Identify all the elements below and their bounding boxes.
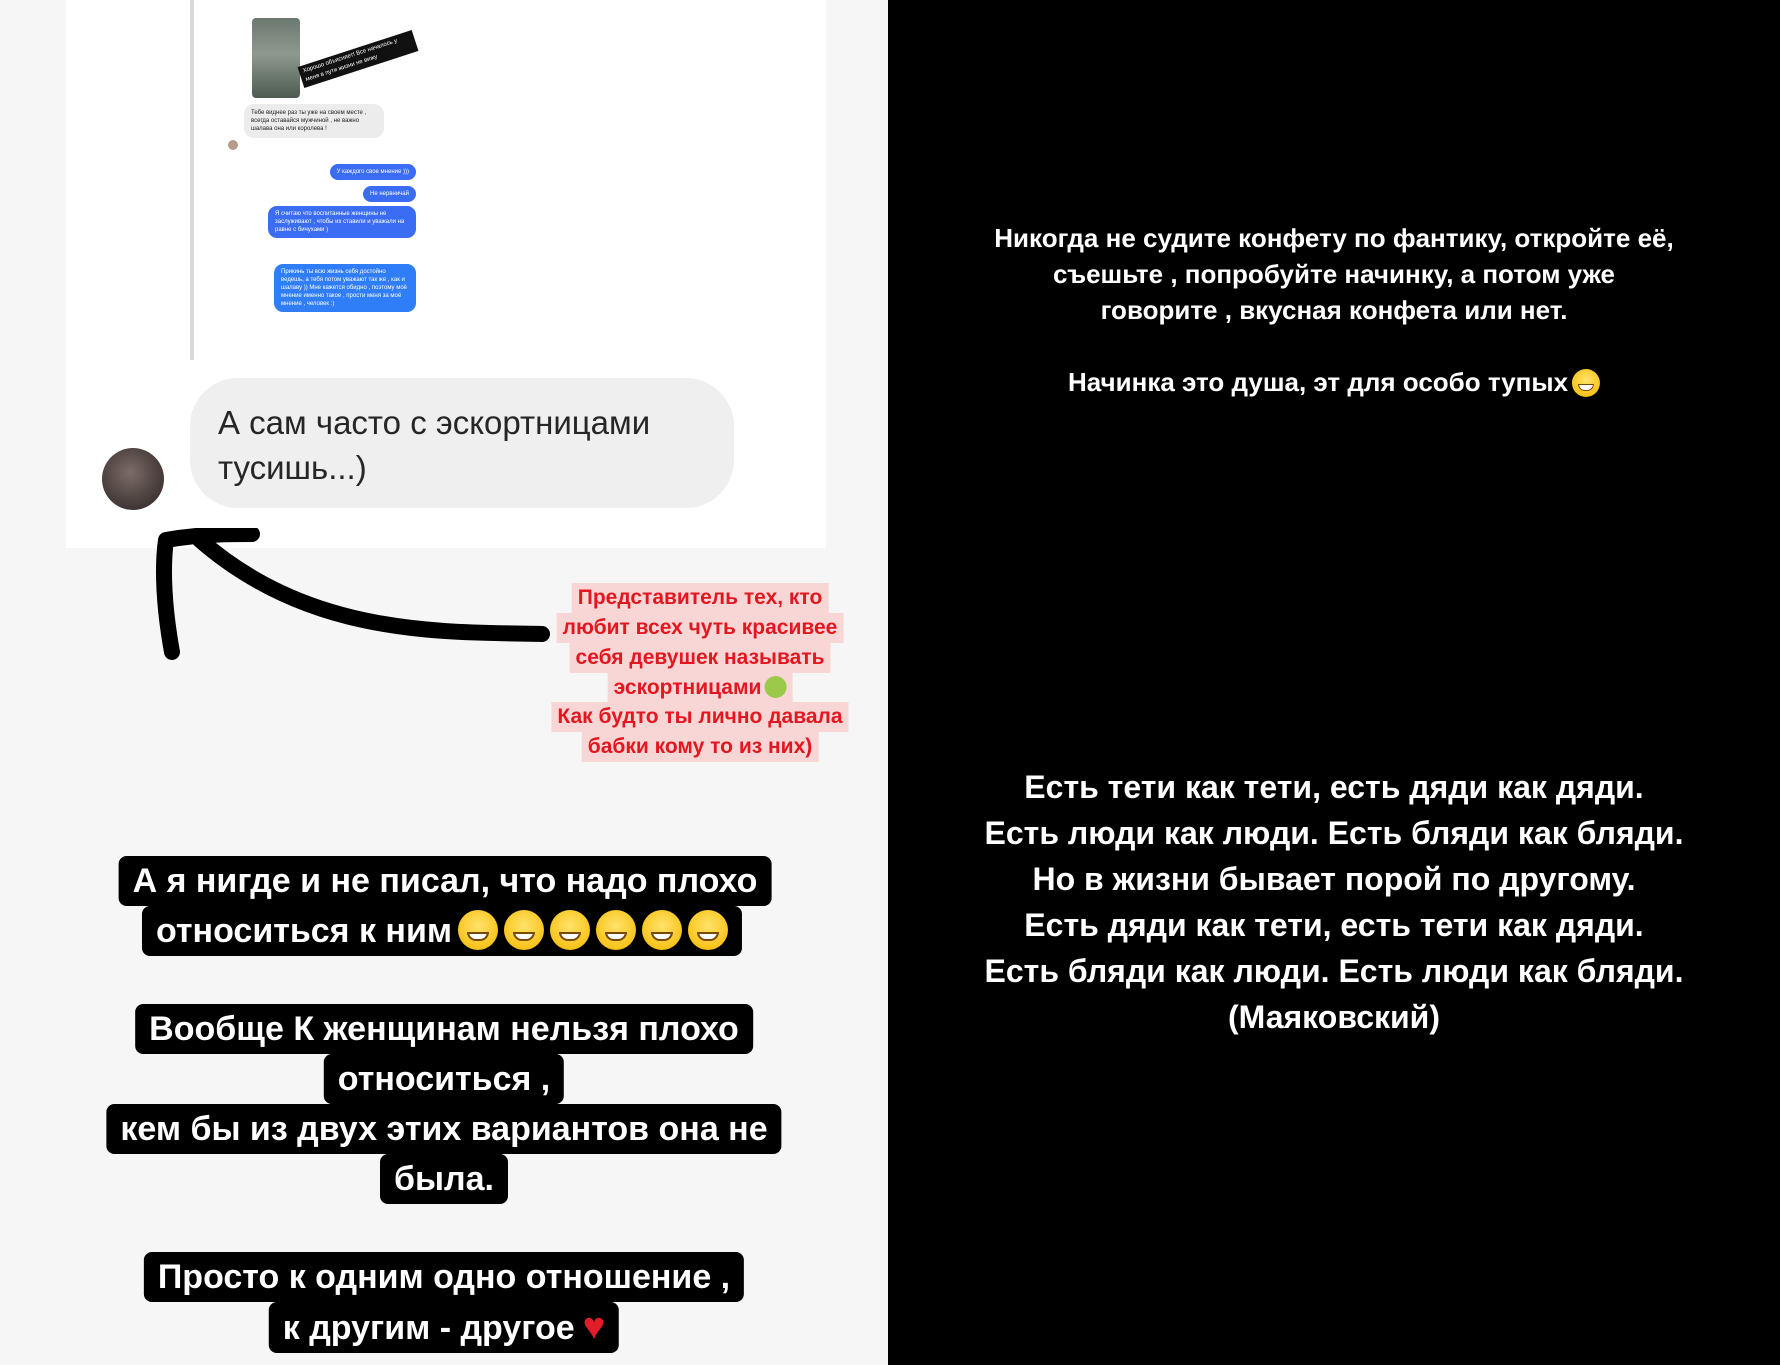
sender-avatar [102,448,164,510]
thumbnail-outgoing-message-2: Не нервничай [363,186,416,202]
annotation-line-4 [608,673,793,703]
quote1-line-1: Никогда не судите конфету по фантику, откройте её, [994,223,1674,253]
left-story-panel [0,0,888,1365]
right-story-panel [888,0,1780,1365]
annotation-line-1: Представитель тех, кто [572,583,829,613]
shared-photo-thumbnail [252,18,300,98]
arrow-drawing-icon [140,528,560,668]
message-text-line-2: тусишь...) [218,449,367,486]
laughing-face-icon [596,910,636,950]
quote2-line-3: Но в жизни бывает порой по другому. [1032,861,1636,897]
annotation-line-6: бабки кому то из них) [582,732,819,762]
laughing-face-icon [550,910,590,950]
quote2-line-2: Есть люди как люди. Есть бляди как бляди. [984,815,1684,851]
quote1-line-4 [1068,364,1600,400]
laughing-face-icon [504,910,544,950]
quote2-line-5: Есть бляди как люди. Есть люди как бляди. [984,953,1684,989]
caption-2-line-2: относиться , [324,1054,564,1104]
caption-3-line-1: Просто к одним одно отношение , [144,1252,744,1302]
embedded-chat-thumbnail [190,0,424,360]
annotation-line-2: любит всех чуть красивее [557,613,844,643]
caption-1-line-2-text: относиться к ним [155,912,453,950]
caption-2-line-4: была. [380,1154,508,1204]
annotation-line-3: себя девушек называть [570,643,831,673]
annotation-line-5: Как будто ты лично давала [551,702,848,732]
thumbnail-outgoing-message-3: Я считаю что воспитанные женщины не заслуживают , чтобы их ставили и уважали на равне с бичухами ) [268,206,416,238]
laughing-emoji-row [452,908,728,954]
laughing-face-icon [642,910,682,950]
nauseated-face-icon [764,676,786,698]
quote2-author: (Маяковский) [1228,999,1440,1035]
caption-3-line-2 [269,1302,619,1353]
quote2-line-1: Есть тети как тети, есть дяди как дяди. [1024,769,1644,805]
red-heart-icon: ♥ [582,1306,606,1348]
caption-1-line-2 [142,906,742,956]
caption-1-line-1: А я нигде и не писал, что надо плохо [119,856,772,906]
laughing-face-icon [458,910,498,950]
quote2-line-4: Есть дяди как тети, есть тети как дяди. [1024,907,1644,943]
quote1-line-3: говорите , вкусная конфета или нет. [1100,295,1568,325]
thumbnail-avatar [228,140,238,150]
thumbnail-outgoing-message-1: У каждого свое мнение ))) [330,164,416,180]
quote1-line-4-text: Начинка это душа, эт для особо тупых [1067,367,1569,397]
quote1-line-2: съешьте , попробуйте начинку, а потом уже [1053,259,1615,289]
laughing-face-icon [1572,369,1600,397]
caption-2-line-1: Вообще К женщинам нельзя плохо [135,1004,753,1054]
caption-3-line-2-text: к другим - другое [282,1309,575,1347]
thumbnail-outgoing-message-4: Прикинь ты всю жизнь себя достойно ведешь, а тебя потом уважают так же , как и шалаву )) Мне кажется обидно , поэтому моё мнение именно такое , прости меня за моё мнение , человек :) [274,264,416,312]
annotation-line-4-text: эскортницами [613,676,762,699]
photo-caption-sticker: Хорошо объясняет! Все началось у меня в пути жизни не вижу [298,30,419,88]
caption-2-line-3: кем бы из двух этих вариантов она не [106,1104,781,1154]
laughing-face-icon [688,910,728,950]
thumbnail-incoming-message: Тебе виднее раз ты уже на своем месте , всегда оставайся мужчиной , не важно шалава она или королева ! [244,104,384,138]
incoming-message-bubble [190,378,734,508]
message-text-line-1: А сам часто с эскортницами [218,404,651,441]
